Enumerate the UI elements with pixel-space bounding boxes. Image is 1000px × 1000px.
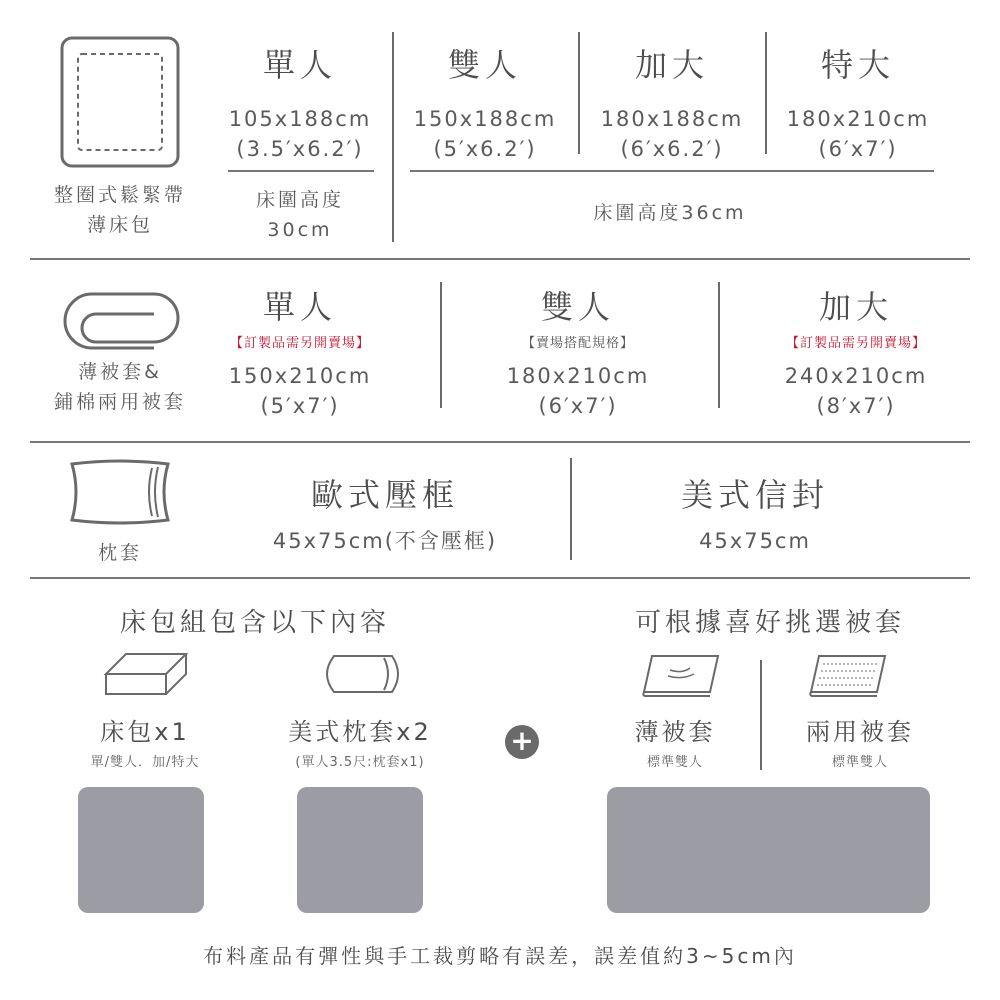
- item-fitted-sheet: [40, 712, 250, 770]
- item-sub: 標準雙人: [831, 755, 888, 770]
- col-feet: (6′x7′): [538, 394, 618, 418]
- col-size: 180x188cm: [600, 107, 744, 131]
- col-note: 【賣場搭配規格】: [521, 336, 634, 351]
- pillow-icon: [64, 458, 176, 526]
- height-single-label: 床圍高度: [255, 189, 344, 211]
- pillow-small-icon: [318, 652, 404, 696]
- col-size: 150x210cm: [228, 364, 372, 388]
- pillow-col-american: [610, 470, 900, 556]
- item-name: 美式枕套x2: [288, 718, 432, 746]
- fabric-swatch: [78, 787, 204, 913]
- divider: [410, 170, 934, 172]
- section-divider: [30, 577, 970, 579]
- duvet-label: [30, 357, 210, 417]
- col-size: 180x210cm: [506, 364, 650, 388]
- choose-cover-heading: 可根據喜好挑選被套: [634, 608, 905, 638]
- item-name: 床包x1: [100, 718, 190, 746]
- fabric-swatch: [297, 787, 423, 913]
- col-title: 單人: [262, 288, 337, 326]
- duvet-col-single: [200, 282, 400, 421]
- height-other: 床圍高度36cm: [593, 202, 747, 224]
- col-feet: (6′x6.2′): [620, 137, 724, 161]
- col-size: 240x210cm: [784, 364, 928, 388]
- col-feet: (5′x6.2′): [433, 137, 537, 161]
- thin-duvet-icon: [638, 652, 722, 698]
- item-pillowcase: [250, 712, 470, 770]
- col-title: 單人: [262, 46, 337, 84]
- col-size: 45x75cm: [699, 529, 811, 553]
- divider: [578, 32, 580, 154]
- col-size: 105x188cm: [228, 107, 372, 131]
- quilted-duvet-icon: [805, 652, 889, 698]
- col-feet: (8′x7′): [816, 394, 896, 418]
- fitted-sheet-label-line2: 薄床包: [86, 214, 153, 236]
- duvet-icon: [62, 290, 180, 352]
- divider: [392, 32, 394, 242]
- divider: [718, 282, 720, 408]
- col-title: 雙人: [540, 288, 615, 326]
- col-title: 美式信封: [680, 476, 829, 514]
- col-title: 歐式壓框: [310, 476, 459, 514]
- divider: [440, 282, 442, 408]
- height-single-value: 30cm: [267, 219, 333, 241]
- fitted-col-king: [768, 40, 948, 164]
- pillow-col-euro: [240, 470, 530, 556]
- item-name: 薄被套: [634, 718, 716, 746]
- col-title: 雙人: [447, 46, 522, 84]
- col-size: 45x75cm(不含壓框): [272, 529, 498, 553]
- duvet-col-double: [478, 282, 678, 421]
- item-name: 兩用被套: [806, 718, 914, 746]
- col-feet: (3.5′x6.2′): [236, 137, 364, 161]
- item-quilted-duvet: [770, 712, 950, 770]
- divider: [570, 458, 572, 560]
- set-contents-heading: 床包組包含以下內容: [119, 608, 390, 638]
- fabric-swatch-wide: [607, 787, 930, 913]
- item-sub: (單人3.5尺:枕套x1): [295, 755, 425, 770]
- divider: [760, 660, 762, 770]
- divider: [228, 170, 374, 172]
- col-note: 【訂製品需另開賣場】: [785, 336, 926, 351]
- col-size: 150x188cm: [413, 107, 557, 131]
- col-size: 180x210cm: [786, 107, 930, 131]
- pillow-label: 枕套: [97, 542, 142, 564]
- item-sub: 單/雙人．加/特大: [90, 755, 200, 770]
- col-title: 加大: [634, 46, 709, 84]
- fitted-col-queen: [582, 40, 762, 164]
- fitted-sheet-label-line1: 整圈式鬆緊帶: [53, 184, 186, 206]
- footer-note: 布料產品有彈性與手工裁剪略有誤差，誤差值約3~5cm內: [203, 944, 797, 968]
- col-feet: (6′x7′): [818, 137, 898, 161]
- plus-icon: +: [505, 725, 539, 759]
- fitted-col-double: [395, 40, 575, 164]
- duvet-col-queen: [756, 282, 956, 421]
- col-title: 特大: [820, 46, 895, 84]
- item-sub: 標準雙人: [646, 755, 703, 770]
- col-title: 加大: [818, 288, 893, 326]
- section-divider: [30, 258, 970, 260]
- duvet-label-line2: 鋪棉兩用被套: [53, 391, 186, 413]
- divider: [765, 32, 767, 154]
- section-divider: [30, 441, 970, 443]
- col-feet: (5′x7′): [260, 394, 340, 418]
- fitted-sheet-label: [30, 180, 210, 240]
- fitted-col-single: [210, 40, 390, 164]
- fitted-sheet-small-icon: [102, 650, 190, 698]
- item-thin-duvet: [600, 712, 750, 770]
- height-single: [210, 185, 390, 245]
- fitted-sheet-icon: [60, 36, 180, 168]
- col-note: 【訂製品需另開賣場】: [229, 336, 370, 351]
- duvet-label-line1: 薄被套&: [78, 361, 162, 383]
